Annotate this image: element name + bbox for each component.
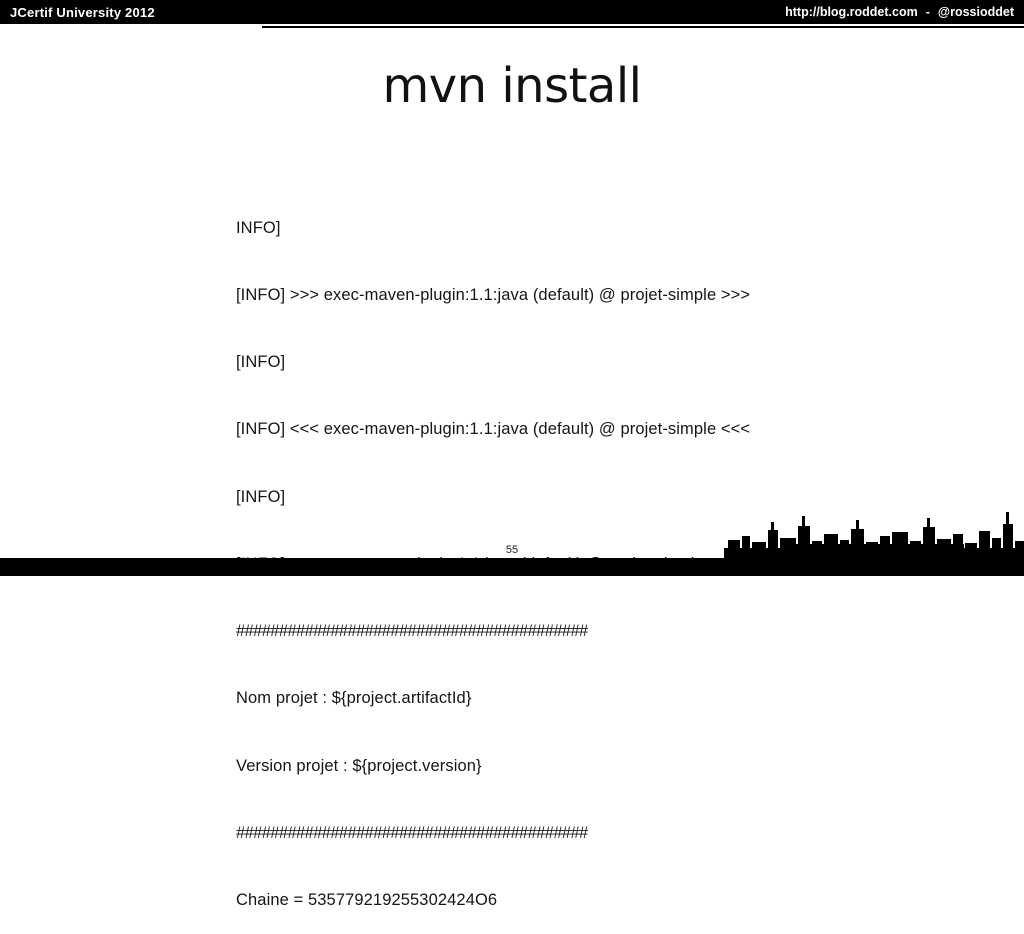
slide-footer-bar	[0, 558, 1024, 576]
header-links	[785, 5, 1014, 19]
slide-title: mvn install	[382, 58, 642, 114]
conference-brand-label: JCertif University 2012	[10, 4, 155, 20]
console-line: [INFO] >>> exec-maven-plugin:1.1:java (default) @ projet-simple >>>	[236, 286, 751, 305]
console-line: [INFO]	[236, 487, 286, 506]
console-line: Chaine = 535779219255302424O6	[236, 891, 498, 909]
console-line: #########################################	[236, 622, 588, 641]
header-separator: -	[925, 5, 930, 19]
console-line: Nom projet : ${project.artifactId}	[236, 689, 472, 708]
header-underline-rule	[262, 26, 1024, 28]
slide-header-bar	[0, 0, 1024, 24]
twitter-handle-link[interactable]: @rossioddet	[937, 5, 1014, 19]
console-line: #########################################	[236, 823, 588, 842]
console-line: Version projet : ${project.version}	[236, 756, 482, 775]
console-line: [INFO] <<< exec-maven-plugin:1.1:java (default) @ projet-simple <<<	[236, 420, 751, 439]
page-number: 55	[505, 544, 519, 556]
console-line: INFO]	[236, 218, 281, 237]
console-line: [INFO]	[236, 353, 286, 372]
blog-url-link[interactable]: http://blog.roddet.com	[785, 5, 918, 19]
